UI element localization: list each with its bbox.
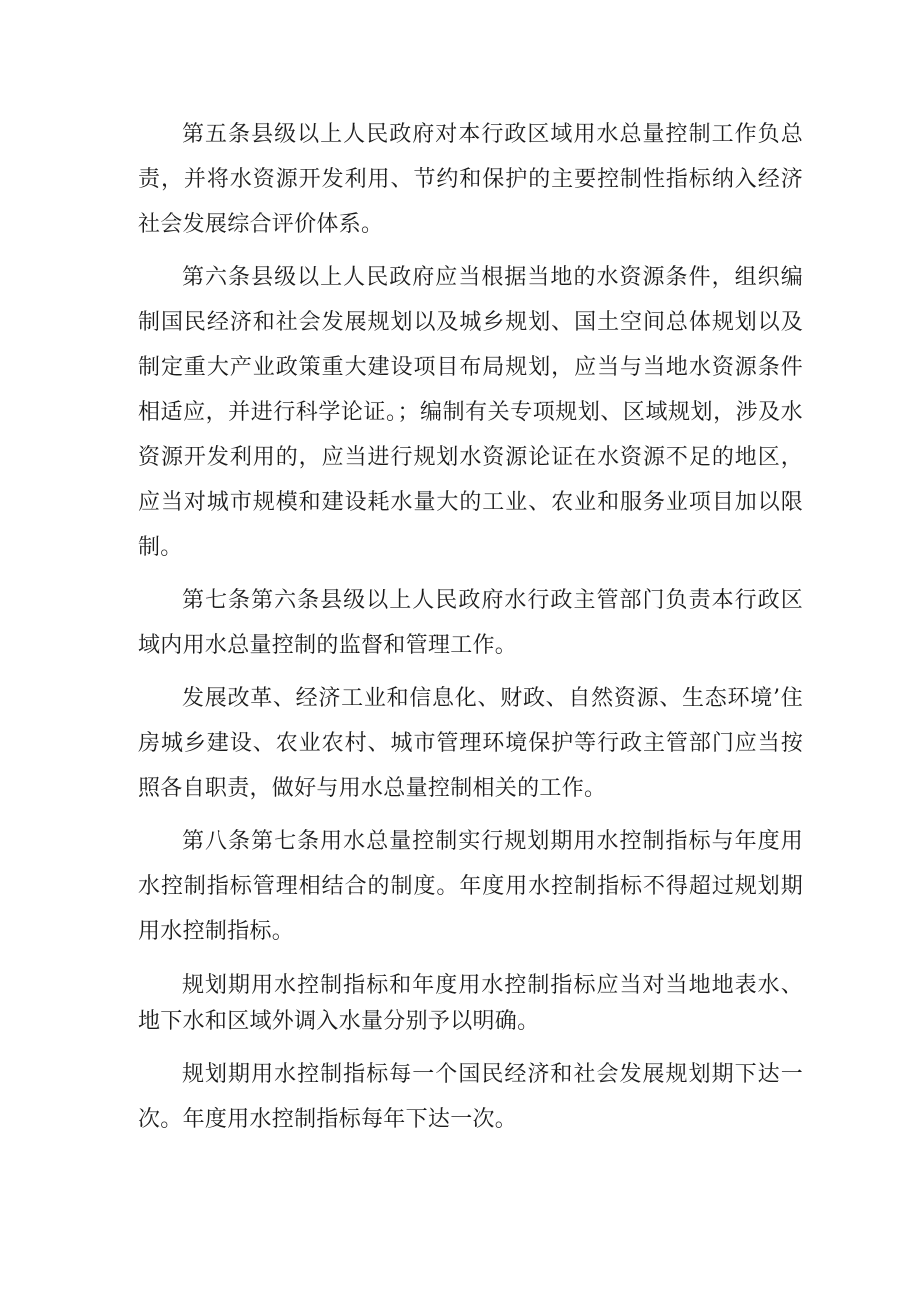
paragraph-article-8: 第八条第七条用水总量控制实行规划期用水控制指标与年度用水控制指标管理相结合的制度。年度用水控制指标不得超过规划期用水控制指标。 [138, 829, 803, 944]
document-body [138, 112, 803, 1142]
paragraph-article-5: 第五条县级以上人民政府对本行政区域用水总量控制工作负总责，并将水资源开发利用、节约和保护的主要控制性指标纳入经济社会发展综合评价体系。 [138, 122, 803, 237]
paragraph-indicator-scope: 规划期用水控制指标和年度用水控制指标应当对当地地表水、地下水和区域外调入水量分别予以明确。 [138, 973, 803, 1034]
paragraph-departments: 发展改革、经济工业和信息化、财政、自然资源、生态环境’住房城乡建设、农业农村、城市管理环境保护等行政主管部门应当按照各自职责，做好与用水总量控制相关的工作。 [138, 686, 803, 801]
paragraph-article-6: 第六条县级以上人民政府应当根据当地的水资源条件，组织编制国民经济和社会发展规划以及城乡规划、国土空间总体规划以及制定重大产业政策重大建设项目布局规划，应当与当地水资源条件相适应，并进行科学论证。；编制有关专项规划、区域规划，涉及水资源开发利用的，应当进行规划水资源论证在水资源不足的地区，应当对城市规模和建设耗水量大的工业、农业和服务业项目加以限制。 [138, 265, 803, 560]
paragraph-article-7: 第七条第六条县级以上人民政府水行政主管部门负责本行政区域内用水总量控制的监督和管理工作。 [138, 588, 803, 658]
paragraph-indicator-frequency: 规划期用水控制指标每一个国民经济和社会发展规划期下达一次。年度用水控制指标每年下达一次。 [138, 1062, 803, 1132]
